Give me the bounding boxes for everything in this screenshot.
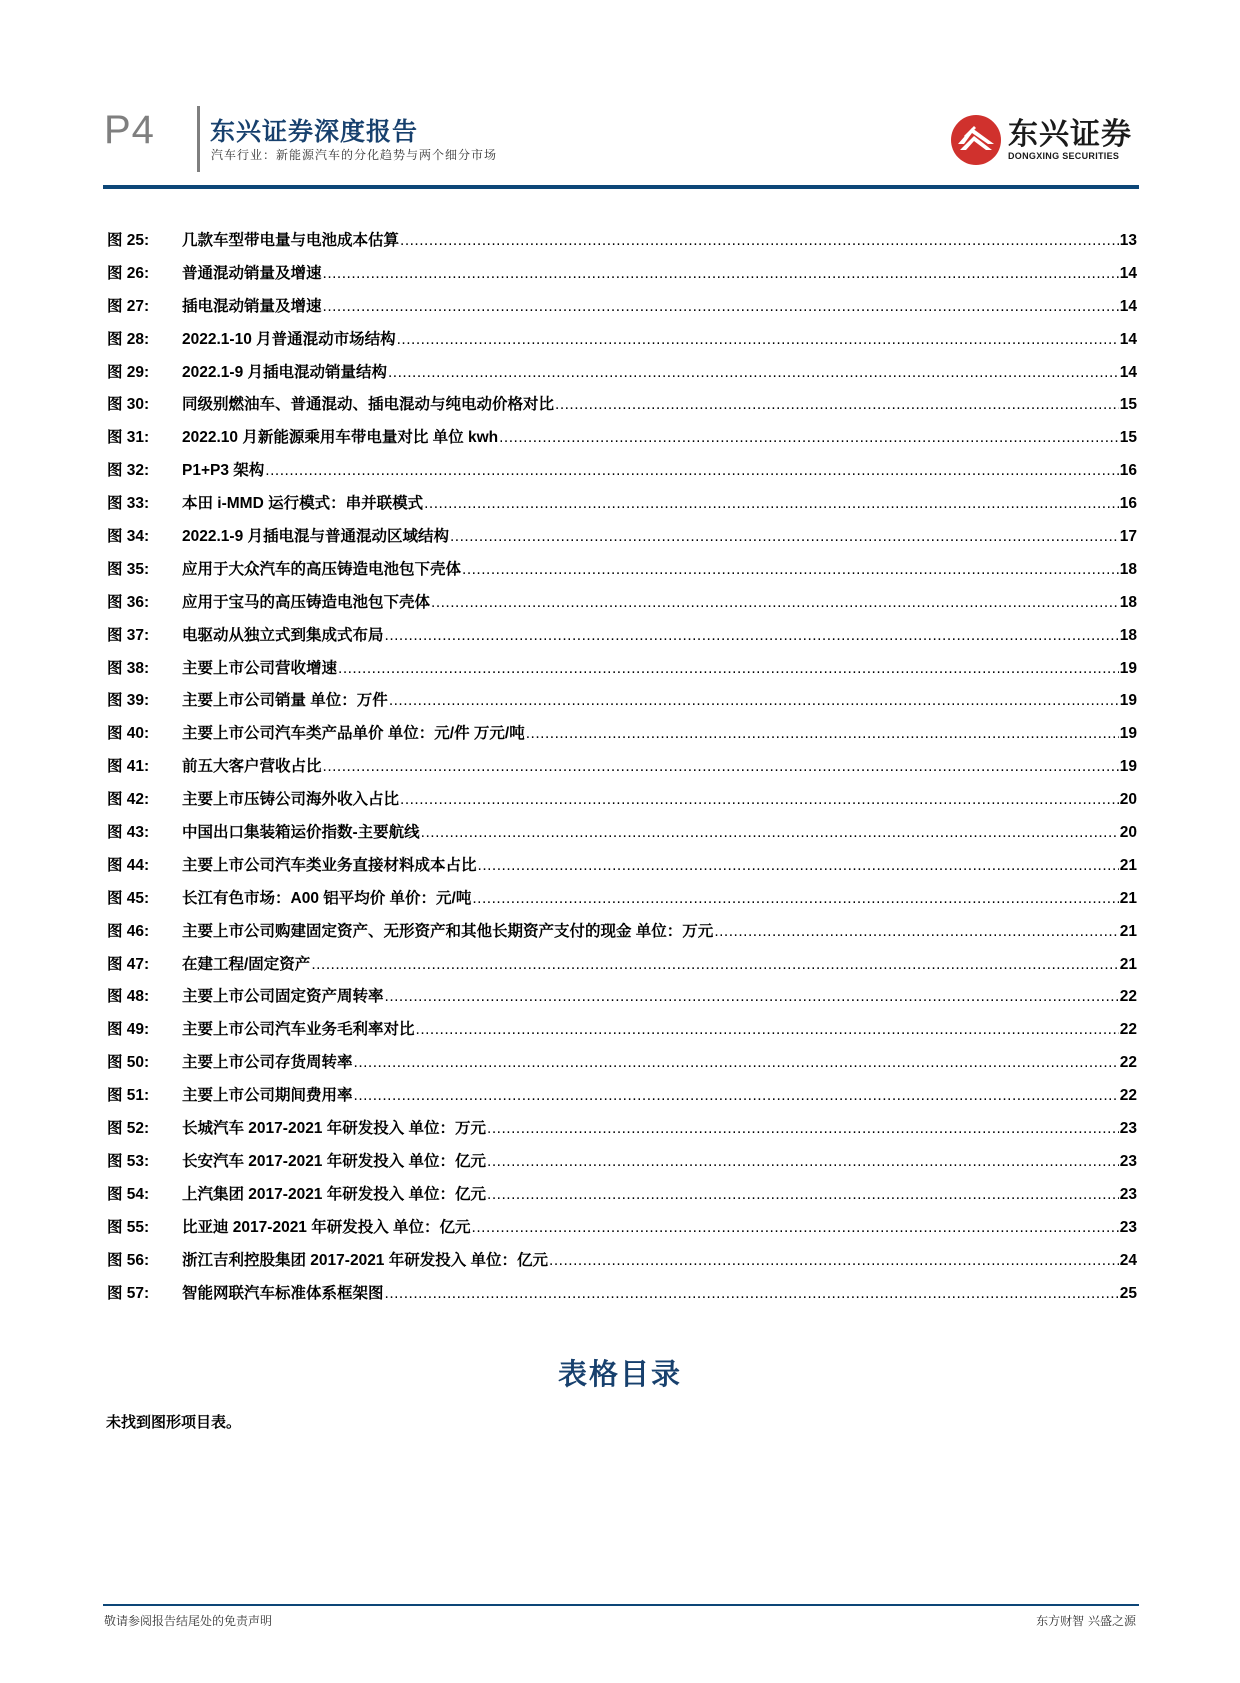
toc-leader-dots <box>487 1153 1119 1171</box>
dongxing-logo-icon <box>950 114 1002 166</box>
toc-entry[interactable] <box>107 261 1137 294</box>
footer-disclaimer: 敬请参阅报告结尾处的免责声明 <box>104 1614 273 1628</box>
company-logo <box>950 114 1132 166</box>
toc-figure-label: 图 45: <box>107 889 150 907</box>
toc-page-number[interactable]: 22 <box>1119 1021 1137 1039</box>
toc-figure-label: 图 33: <box>107 495 150 513</box>
toc-page-number[interactable]: 21 <box>1119 889 1137 907</box>
toc-page-number[interactable]: 22 <box>1119 1087 1137 1105</box>
toc-entry[interactable] <box>107 820 1137 853</box>
toc-figure-title[interactable]: 主要上市公司汽车类产品单价 单位：元/件 万元/吨 <box>182 725 525 743</box>
header-divider <box>197 106 200 172</box>
toc-leader-dots <box>472 1219 1119 1237</box>
toc-figure-title[interactable]: 主要上市公司汽车类业务直接材料成本占比 <box>182 856 477 874</box>
toc-entry[interactable] <box>107 360 1137 393</box>
toc-figure-title[interactable]: 主要上市公司销量 单位：万件 <box>182 692 388 710</box>
toc-entry[interactable] <box>107 228 1137 261</box>
toc-leader-dots <box>400 791 1119 809</box>
toc-entry[interactable] <box>107 721 1137 754</box>
toc-entry[interactable] <box>107 1050 1137 1083</box>
toc-figure-label: 图 44: <box>107 856 150 874</box>
toc-leader-dots <box>385 1285 1119 1303</box>
toc-figure-title[interactable]: 主要上市公司期间费用率 <box>182 1087 353 1105</box>
toc-figure-label: 图 31: <box>107 429 150 447</box>
toc-leader-dots <box>424 495 1119 513</box>
toc-page-number[interactable]: 14 <box>1119 330 1137 348</box>
toc-figure-title[interactable]: 上汽集团 2017-2021 年研发投入 单位：亿元 <box>182 1185 487 1203</box>
toc-entry[interactable] <box>107 557 1137 590</box>
toc-leader-dots <box>499 429 1119 447</box>
toc-leader-dots <box>431 594 1119 612</box>
toc-page-number[interactable]: 18 <box>1119 626 1137 644</box>
toc-leader-dots <box>388 364 1119 382</box>
toc-leader-dots <box>487 1186 1119 1204</box>
toc-figure-title[interactable]: 智能网联汽车标准体系框架图 <box>182 1284 384 1302</box>
toc-figure-title[interactable]: 比亚迪 2017-2021 年研发投入 单位：亿元 <box>182 1218 471 1236</box>
toc-figure-label: 图 55: <box>107 1218 150 1236</box>
footer-slogan: 东方财智 兴盛之源 <box>1036 1614 1136 1628</box>
toc-page-number[interactable]: 23 <box>1119 1185 1137 1203</box>
toc-leader-dots <box>450 528 1119 546</box>
toc-figure-title[interactable]: 应用于宝马的高压铸造电池包下壳体 <box>182 593 431 611</box>
toc-page-number[interactable]: 20 <box>1119 791 1137 809</box>
toc-page-number[interactable]: 16 <box>1119 495 1137 513</box>
toc-entry[interactable] <box>107 853 1137 886</box>
toc-page-number[interactable]: 24 <box>1119 1251 1137 1269</box>
toc-leader-dots <box>714 923 1118 941</box>
toc-figure-label: 图 47: <box>107 955 150 973</box>
toc-figure-label: 图 27: <box>107 297 150 315</box>
toc-figure-label: 图 38: <box>107 659 150 677</box>
toc-leader-dots <box>555 396 1119 414</box>
toc-page-number[interactable]: 15 <box>1119 396 1137 414</box>
toc-figure-label: 图 43: <box>107 824 150 842</box>
toc-leader-dots <box>421 824 1119 842</box>
toc-entry[interactable] <box>107 754 1137 787</box>
toc-leader-dots <box>323 758 1119 776</box>
toc-figure-label: 图 52: <box>107 1120 150 1138</box>
toc-figure-title[interactable]: 主要上市公司购建固定资产、无形资产和其他长期资产支付的现金 单位：万元 <box>182 922 714 940</box>
toc-figure-label: 图 29: <box>107 363 150 381</box>
toc-figure-label: 图 42: <box>107 791 150 809</box>
toc-leader-dots <box>416 1021 1119 1039</box>
toc-entry[interactable] <box>107 491 1137 524</box>
toc-page-number[interactable]: 13 <box>1119 232 1137 249</box>
toc-figure-title[interactable]: 在建工程/固定资产 <box>182 955 311 973</box>
toc-figure-label: 图 48: <box>107 988 150 1006</box>
toc-leader-dots <box>354 1087 1119 1105</box>
toc-figure-title[interactable]: 主要上市公司汽车业务毛利率对比 <box>182 1021 415 1039</box>
toc-figure-label: 图 36: <box>107 593 150 611</box>
toc-figure-title[interactable]: 应用于大众汽车的高压铸造电池包下壳体 <box>182 560 462 578</box>
toc-entry[interactable] <box>107 1017 1137 1050</box>
footer-rule <box>103 1604 1139 1606</box>
toc-page-number[interactable]: 15 <box>1119 429 1137 447</box>
toc-figure-label: 图 28: <box>107 330 150 348</box>
toc-page-number[interactable]: 19 <box>1119 692 1137 710</box>
toc-figure-label: 图 34: <box>107 528 150 546</box>
report-subtitle: 汽车行业：新能源汽车的分化趋势与两个细分市场 <box>211 148 498 162</box>
tables-toc-empty-message: 未找到图形项目表。 <box>106 1413 242 1431</box>
toc-figure-label: 图 51: <box>107 1087 150 1105</box>
toc-figure-label: 图 57: <box>107 1284 150 1302</box>
toc-figure-title[interactable]: 普通混动销量及增速 <box>182 264 322 282</box>
toc-page-number[interactable]: 19 <box>1119 659 1137 677</box>
toc-figure-title[interactable]: 2022.10 月新能源乘用车带电量对比 单位 kwh <box>182 429 499 447</box>
toc-figure-label: 图 54: <box>107 1185 150 1203</box>
toc-page-number[interactable]: 21 <box>1119 922 1137 940</box>
toc-leader-dots <box>338 660 1119 678</box>
toc-page-number[interactable]: 23 <box>1119 1218 1137 1236</box>
toc-figure-label: 图 46: <box>107 922 150 940</box>
header-rule <box>103 185 1139 189</box>
toc-page-number[interactable]: 23 <box>1119 1152 1137 1170</box>
toc-figure-title[interactable]: 前五大客户营收占比 <box>182 758 322 776</box>
toc-entry[interactable] <box>107 984 1137 1017</box>
figures-toc <box>107 228 1137 1313</box>
toc-leader-dots <box>311 956 1118 974</box>
toc-leader-dots <box>323 265 1119 283</box>
toc-leader-dots <box>487 1120 1119 1138</box>
toc-leader-dots <box>400 232 1119 250</box>
toc-figure-title[interactable]: 浙江吉利控股集团 2017-2021 年研发投入 单位：亿元 <box>182 1251 549 1269</box>
toc-figure-title[interactable]: 本田 i-MMD 运行模式：串并联模式 <box>182 495 424 513</box>
toc-page-number[interactable]: 14 <box>1119 297 1137 315</box>
toc-figure-title[interactable]: 主要上市公司存货周转率 <box>182 1054 353 1072</box>
toc-page-number[interactable]: 22 <box>1119 988 1137 1006</box>
toc-page-number[interactable]: 14 <box>1119 363 1137 381</box>
logo-cn-text: 东兴证券 <box>1008 117 1132 152</box>
page-number: P4 <box>104 108 155 152</box>
toc-entry[interactable] <box>107 886 1137 919</box>
toc-figure-title[interactable]: 2022.1-10 月普通混动市场结构 <box>182 330 396 348</box>
toc-figure-label: 图 40: <box>107 725 150 743</box>
toc-page-number[interactable]: 19 <box>1119 725 1137 743</box>
toc-page-number[interactable]: 21 <box>1119 955 1137 973</box>
toc-page-number[interactable]: 19 <box>1119 758 1137 776</box>
toc-figure-label: 图 49: <box>107 1021 150 1039</box>
toc-figure-label: 图 41: <box>107 758 150 776</box>
toc-entry[interactable] <box>107 590 1137 623</box>
toc-leader-dots <box>478 857 1119 875</box>
toc-figure-label: 图 53: <box>107 1152 150 1170</box>
toc-figure-label: 图 30: <box>107 396 150 414</box>
toc-page-number[interactable]: 18 <box>1119 593 1137 611</box>
toc-leader-dots <box>265 462 1118 480</box>
toc-figure-label: 图 37: <box>107 626 150 644</box>
toc-figure-title[interactable]: 2022.1-9 月插电混动销量结构 <box>182 363 387 381</box>
toc-figure-label: 图 50: <box>107 1054 150 1072</box>
toc-figure-title[interactable]: 主要上市公司营收增速 <box>182 659 338 677</box>
toc-figure-title[interactable]: 主要上市公司固定资产周转率 <box>182 988 384 1006</box>
toc-figure-title[interactable]: 长城汽车 2017-2021 年研发投入 单位：万元 <box>182 1120 487 1138</box>
toc-leader-dots <box>389 692 1119 710</box>
toc-entry[interactable] <box>107 1182 1137 1215</box>
toc-entry[interactable] <box>107 1248 1137 1281</box>
toc-page-number[interactable]: 25 <box>1119 1284 1137 1302</box>
toc-figure-title[interactable]: 中国出口集装箱运价指数-主要航线 <box>182 824 420 842</box>
toc-page-number[interactable]: 23 <box>1119 1120 1137 1138</box>
toc-leader-dots <box>549 1252 1119 1270</box>
toc-page-number[interactable]: 17 <box>1119 528 1137 546</box>
toc-leader-dots <box>462 561 1119 579</box>
toc-leader-dots <box>323 298 1119 316</box>
toc-figure-title[interactable]: 几款车型带电量与电池成本估算 <box>182 232 400 249</box>
toc-page-number[interactable]: 14 <box>1119 264 1137 282</box>
toc-figure-title[interactable]: 电驱动从独立式到集成式布局 <box>182 626 384 644</box>
toc-page-number[interactable]: 16 <box>1119 462 1137 480</box>
toc-leader-dots <box>354 1054 1119 1072</box>
toc-entry[interactable] <box>107 623 1137 656</box>
toc-entry[interactable] <box>107 294 1137 327</box>
toc-page-number[interactable]: 21 <box>1119 856 1137 874</box>
toc-figure-title[interactable]: 2022.1-9 月插电混与普通混动区域结构 <box>182 528 449 546</box>
toc-figure-label: 图 25: <box>107 232 150 249</box>
toc-entry[interactable] <box>107 1281 1137 1314</box>
toc-leader-dots <box>526 725 1119 743</box>
logo-en-text: DONGXING SECURITIES <box>1008 151 1120 161</box>
toc-entry[interactable] <box>107 392 1137 425</box>
toc-entry[interactable] <box>107 787 1137 820</box>
toc-page-number[interactable]: 20 <box>1119 824 1137 842</box>
toc-figure-title[interactable]: 同级别燃油车、普通混动、插电混动与纯电动价格对比 <box>182 396 555 414</box>
toc-entry[interactable] <box>107 524 1137 557</box>
report-title: 东兴证券深度报告 <box>210 117 419 146</box>
toc-leader-dots <box>385 988 1119 1006</box>
toc-figure-label: 图 32: <box>107 462 150 480</box>
toc-leader-dots <box>397 331 1119 349</box>
toc-entry[interactable] <box>107 458 1137 491</box>
toc-figure-label: 图 39: <box>107 692 150 710</box>
toc-figure-title[interactable]: 长安汽车 2017-2021 年研发投入 单位：亿元 <box>182 1152 487 1170</box>
toc-entry[interactable] <box>107 656 1137 689</box>
toc-figure-title[interactable]: 插电混动销量及增速 <box>182 297 322 315</box>
toc-entry[interactable] <box>107 688 1137 721</box>
toc-entry[interactable] <box>107 952 1137 985</box>
toc-entry[interactable] <box>107 1149 1137 1182</box>
toc-entry[interactable] <box>107 1116 1137 1149</box>
toc-figure-title[interactable]: 长江有色市场：A00 铝平均价 单价：元/吨 <box>182 889 472 907</box>
toc-figure-label: 图 26: <box>107 264 150 282</box>
toc-figure-label: 图 35: <box>107 560 150 578</box>
toc-entry[interactable] <box>107 1215 1137 1248</box>
tables-toc-title: 表格目录 <box>557 1357 682 1391</box>
toc-figure-title[interactable]: 主要上市压铸公司海外收入占比 <box>182 791 400 809</box>
toc-entry[interactable] <box>107 919 1137 952</box>
toc-entry[interactable] <box>107 1083 1137 1116</box>
toc-figure-label: 图 56: <box>107 1251 150 1269</box>
toc-leader-dots <box>472 890 1118 908</box>
toc-page-number[interactable]: 18 <box>1119 560 1137 578</box>
toc-leader-dots <box>385 627 1119 645</box>
toc-entry[interactable] <box>107 327 1137 360</box>
toc-page-number[interactable]: 22 <box>1119 1054 1137 1072</box>
toc-figure-title[interactable]: P1+P3 架构 <box>182 462 265 480</box>
toc-entry[interactable] <box>107 425 1137 458</box>
